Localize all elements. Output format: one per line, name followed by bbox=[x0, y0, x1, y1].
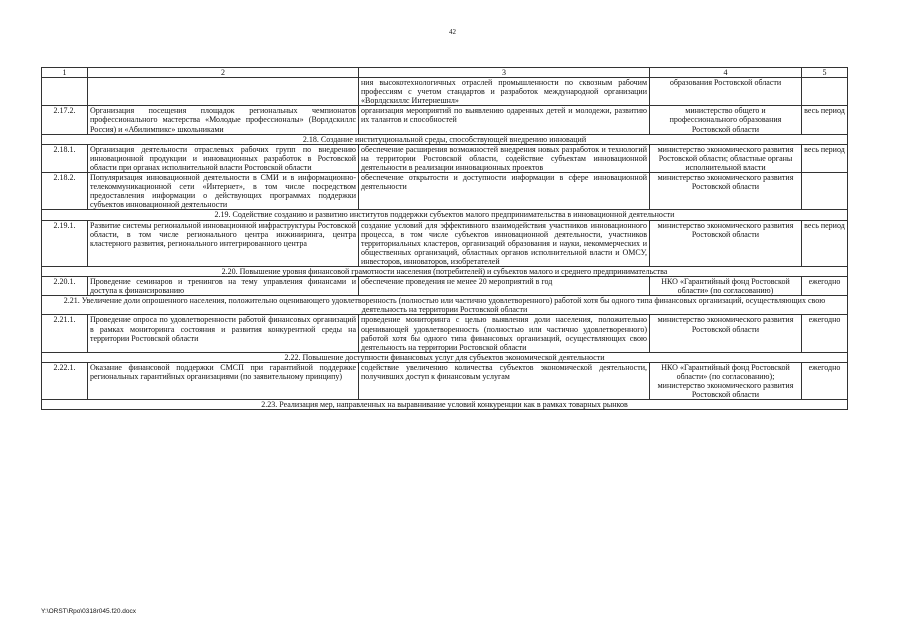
header-col-4: 4 bbox=[650, 68, 802, 78]
item-number: 2.20.1. bbox=[42, 277, 88, 296]
measure-name: Оказание финансовой поддержки СМСП при гарантийной поддержке региональных гарантийных организациями (по заявительному принципу) bbox=[88, 362, 359, 399]
section-row bbox=[42, 210, 848, 220]
expected-result: создание условий для эффективного взаимодействия участников инновационного процесса, в том числе субъектов инновационной деятельности, участников территориальных кластеров, организаций образования и науки, некоммерческих и общественных организаций, областных органов исполнительной власти и ОМСУ, инвесторов, инноваторов, изобретателей bbox=[359, 220, 650, 266]
section-title: 2.22. Повышение доступности финансовых услуг для субъектов экономической деятельности bbox=[42, 352, 848, 362]
section-title: 2.21. Увеличение доли опрошенного населения, положительно оценивающего удовлетворенность (полностью или частично удовлетворенного) работой хотя бы одного типа финансовых организаций, осуществляющих свою деятельность на территории Ростовской области bbox=[42, 296, 848, 315]
header-col-2: 2 bbox=[88, 68, 359, 78]
table-row bbox=[42, 173, 848, 210]
responsible: НКО «Гарантийный фонд Ростовской области» (по согласованию) bbox=[650, 277, 802, 296]
period: ежегодно bbox=[802, 315, 848, 352]
expected-result: обеспечение открытости и доступности информации в сфере инновационной деятельности bbox=[359, 173, 650, 210]
section-row bbox=[42, 400, 848, 410]
expected-result: содействие увеличению количества субъектов экономической деятельности, получивших доступ к финансовым услугам bbox=[359, 362, 650, 399]
expected-result: ния высокотехнологичных отраслей промышленности по сквозным рабочим профессиям с учетом стандартов и разработок международной организации «Ворлдскиллс Интернешнл» bbox=[359, 78, 650, 106]
expected-result: организация мероприятий по выявлению одаренных детей и молодежи, развитию их талантов и способностей bbox=[359, 106, 650, 134]
section-title: 2.23. Реализация мер, направленных на выравнивание условий конкуренции как в рамках товарных рынков bbox=[42, 400, 848, 410]
responsible: министерство экономического развития Ростовской области bbox=[650, 173, 802, 210]
page-number: 42 bbox=[449, 28, 456, 36]
responsible: НКО «Гарантийный фонд Ростовской области» (по согласованию); министерство экономического развития Ростовской области bbox=[650, 362, 802, 399]
item-number: 2.18.2. bbox=[42, 173, 88, 210]
table-row bbox=[42, 220, 848, 266]
section-row bbox=[42, 134, 848, 144]
period: весь период bbox=[802, 144, 848, 172]
file-path-footer: Y:\ORST\Rpo\0318r045.f20.docx bbox=[41, 608, 137, 615]
responsible: министерство общего и профессионального образования Ростовской области bbox=[650, 106, 802, 134]
table-row bbox=[42, 144, 848, 172]
header-col-3: 3 bbox=[359, 68, 650, 78]
period: весь период bbox=[802, 106, 848, 134]
section-title: 2.20. Повышение уровня финансовой грамотности населения (потребителей) и субъектов малого и среднего предпринимательства bbox=[42, 266, 848, 276]
item-number: 2.18.1. bbox=[42, 144, 88, 172]
period: ежегодно bbox=[802, 277, 848, 296]
measure-name: Организация посещения площадок региональных чемпионатов профессионального мастерства «Молодые профессионалы» (Ворлдскиллс Россия) и «Абилимпикс» школьниками bbox=[88, 106, 359, 134]
item-number: 2.17.2. bbox=[42, 106, 88, 134]
table-row bbox=[42, 78, 848, 106]
responsible: министерство экономического развития Ростовской области bbox=[650, 315, 802, 352]
expected-result: обеспечение проведения не менее 20 мероприятий в год bbox=[359, 277, 650, 296]
responsible: министерство экономического развития Ростовской области bbox=[650, 220, 802, 266]
section-row bbox=[42, 352, 848, 362]
section-title: 2.19. Содействие созданию и развитию институтов поддержки субъектов малого предпринимательства в инновационной деятельности bbox=[42, 210, 848, 220]
measure-name: Проведение семинаров и тренингов на тему управления финансами и доступа к финансированию bbox=[88, 277, 359, 296]
header-col-5: 5 bbox=[802, 68, 848, 78]
section-row bbox=[42, 296, 848, 315]
responsible: министерство экономического развития Ростовской области; областные органы исполнительной власти bbox=[650, 144, 802, 172]
table-row bbox=[42, 315, 848, 352]
table-row bbox=[42, 106, 848, 134]
measures-table bbox=[41, 67, 848, 410]
period bbox=[802, 173, 848, 210]
table-row bbox=[42, 277, 848, 296]
item-number: 2.19.1. bbox=[42, 220, 88, 266]
measure-name bbox=[88, 78, 359, 106]
header-col-1: 1 bbox=[42, 68, 88, 78]
period: ежегодно bbox=[802, 362, 848, 399]
section-row bbox=[42, 266, 848, 276]
measure-name: Организация деятельности отраслевых рабочих групп по внедрению инновационной продукции и инновационных разработок в Ростовской области при органах исполнительной власти Ростовской области bbox=[88, 144, 359, 172]
period bbox=[802, 78, 848, 106]
measure-name: Проведение опроса по удовлетворенности работой финансовых организаций в рамках мониторинга состояния и развития конкурентной среды на территории Ростовской области bbox=[88, 315, 359, 352]
header-row bbox=[42, 68, 848, 78]
expected-result: обеспечение расширения возможностей внедрения новых разработок и технологий на территории Ростовской области, содействие субъектам инновационной деятельности в реализации инновационных проектов bbox=[359, 144, 650, 172]
measure-name: Популяризация инновационной деятельности в СМИ и в информационно-телекоммуникационной сети «Интернет», в том числе посредством предоставления информации о действующих программах поддержки субъектов инновационной деятельности bbox=[88, 173, 359, 210]
item-number: 2.22.1. bbox=[42, 362, 88, 399]
expected-result: проведение мониторинга с целью выявления доли населения, положительно оценивающей удовлетворенность (полностью или частично удовлетворенного) работой хотя бы одного типа финансовых организаций, осуществляющих свою деятельность на территории Ростовской области bbox=[359, 315, 650, 352]
table-row bbox=[42, 362, 848, 399]
item-number bbox=[42, 78, 88, 106]
item-number: 2.21.1. bbox=[42, 315, 88, 352]
section-title: 2.18. Создание институциональной среды, способствующей внедрению инноваций bbox=[42, 134, 848, 144]
measure-name: Развитие системы региональной инновационной инфраструктуры Ростовской области, в том числе регионального центра инжиниринга, центра кластерного развития, регионального интегрированного центра bbox=[88, 220, 359, 266]
period: весь период bbox=[802, 220, 848, 266]
responsible: образования Ростовской области bbox=[650, 78, 802, 106]
